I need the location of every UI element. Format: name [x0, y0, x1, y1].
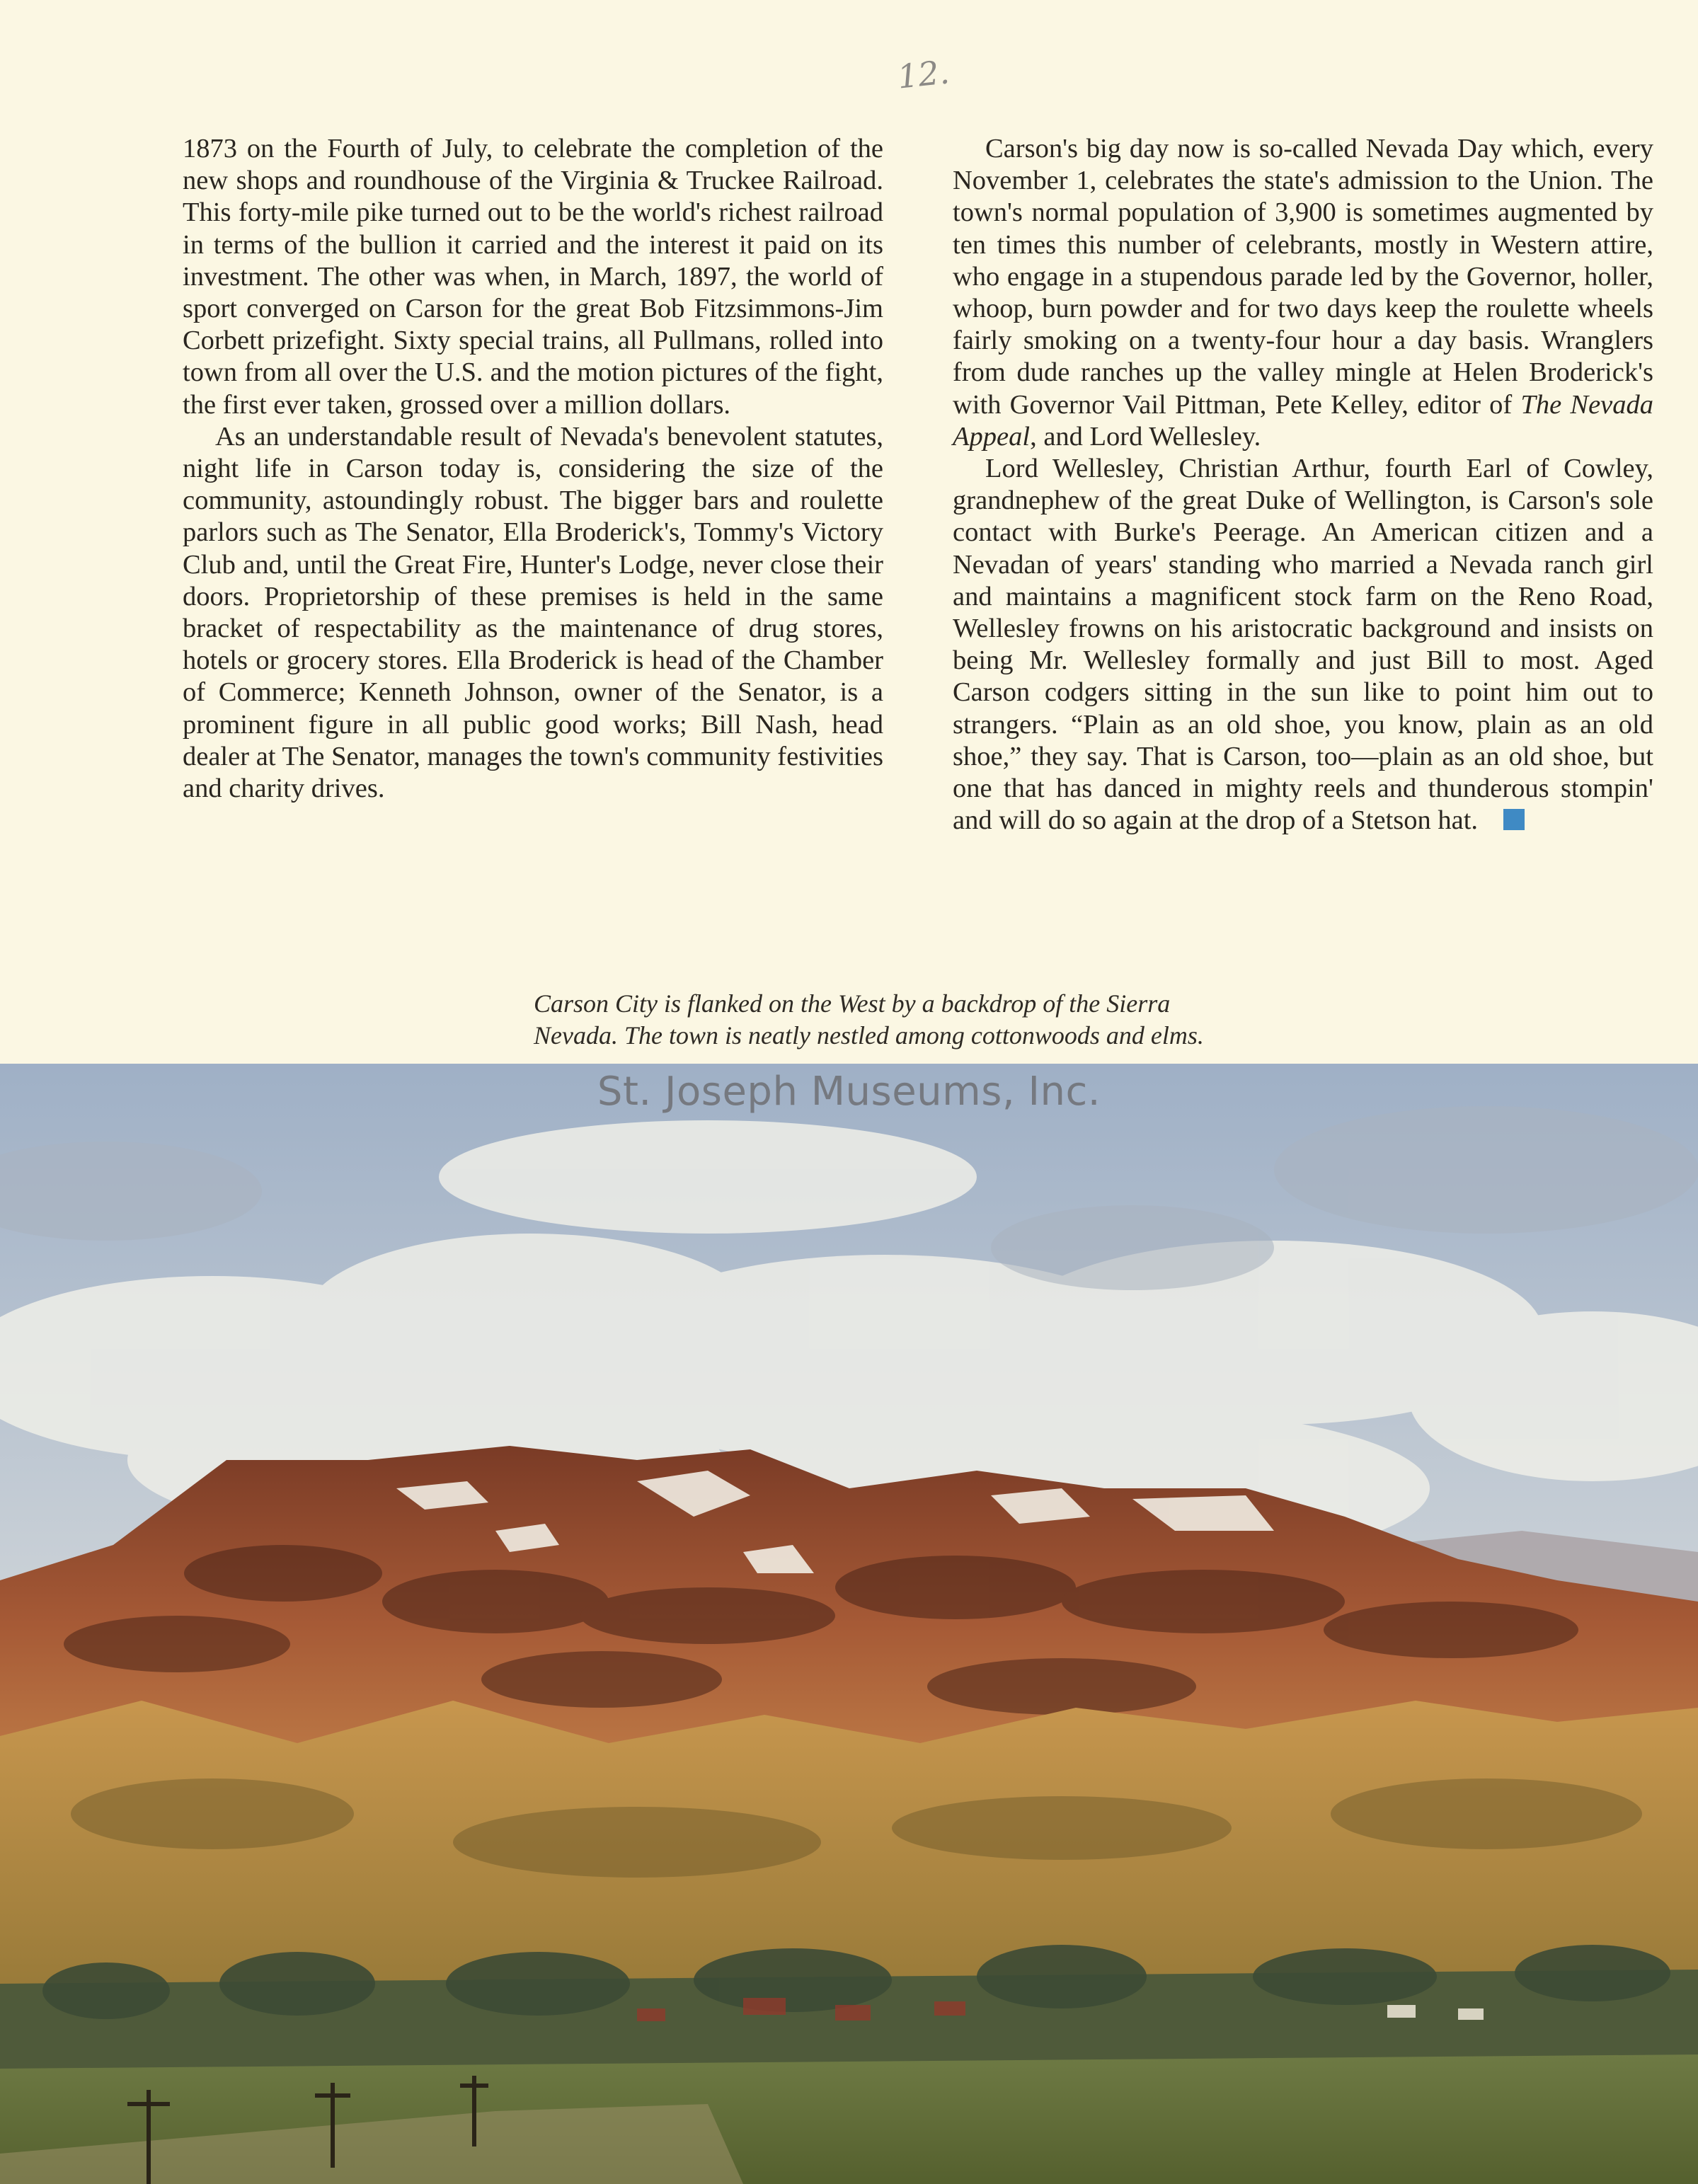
paragraph-text: Carson's big day now is so-called Nevada Day which, every November 1, celebrates the state's admission to the Union. The town's normal population of 3,900 is sometimes augmented by ten times this number of celebrants, mostly in Western attire, who engage in a stupendous parade led by the Governor, holler, whoop, burn powder and for two days keep the roulette wheels fairly smoking on a twenty-four hour a day basis. Wranglers from dude ranches up the valley mingle at Helen Broderick's with Governor Vail Pittman, Pete Kelley, editor of: [953, 134, 1653, 420]
illustration-caption: [534, 988, 1326, 1052]
paragraph: As an understandable result of Nevada's benevolent statutes, night life in Carson today is, considering the size of the community, astoundingly robust. The bigger bars and roulette parlors such as The Senator, Ella Broderick's, Tommy's Victory Club and, until the Great Fire, Hunter's Lodge, never close their doors. Proprietorship of these premises is held in the same bracket of respectability as the maintenance of drug stores, hotels or grocery stores. Ella Broderick is head of the Chamber of Commerce; Kenneth Johnson, owner of the Senator, is a prominent figure in all public good works; Bill Nash, head dealer at The Senator, manages the town's community festivities and charity drives.: [183, 421, 883, 804]
paragraph-text: , and Lord Wellesley.: [1030, 421, 1261, 452]
museum-watermark: St. Joseph Museums, Inc.: [597, 1069, 1101, 1115]
paragraph: [953, 453, 1653, 837]
paragraph-text: Lord Wellesley, Christian Arthur, fourth Earl of Cowley, grandnephew of the great Duke of Wellington, is Carson's sole contact with Burke's Peerage. An American citizen and a Nevadan of years' standing who married a Nevada ranch girl and maintains a magnificent stock farm on the Reno Road, Wellesley frowns on his aristocratic background and insists on being Mr. Wellesley formally and just Bill to most. Aged Carson codgers sitting in the sun like to point him out to strangers. “Plain as an old shoe, you know, plain as an old shoe,” they say. That is Carson, too—plain as an old shoe, but one that has danced in mighty reels and thunderous stompin' and will do so again at the drop of a Stetson hat.: [953, 454, 1653, 836]
paragraph: [953, 133, 1653, 453]
right-text-column: [953, 133, 1653, 837]
end-of-article-mark: [1503, 809, 1525, 830]
paragraph: 1873 on the Fourth of July, to celebrate the completion of the new shops and roundhouse of the Virginia & Truckee Railroad. This forty-mile pike turned out to be the world's richest railroad in terms of the bullion it carried and the interest it paid on its investment. The other was when, in March, 1897, the world of sport converged on Carson for the great Bob Fitzsimmons-Jim Corbett prizefight. Sixty special trains, all Pullmans, rolled into town from all over the U.S. and the motion pictures of the fight, the first ever taken, grossed over a million dollars.: [183, 134, 883, 420]
caption-line: Nevada. The town is neatly nestled among cottonwoods and elms.: [534, 1021, 1204, 1050]
mountain-illustration: [0, 1064, 1698, 2184]
newspaper-title: The Nevada Appeal: [953, 389, 1654, 452]
caption-line: Carson City is flanked on the West by a backdrop of the Sierra: [534, 989, 1171, 1018]
page-number: 12.: [895, 52, 951, 96]
sierra-nevada-painting: [0, 1064, 1698, 2184]
left-text-column: [183, 133, 883, 805]
